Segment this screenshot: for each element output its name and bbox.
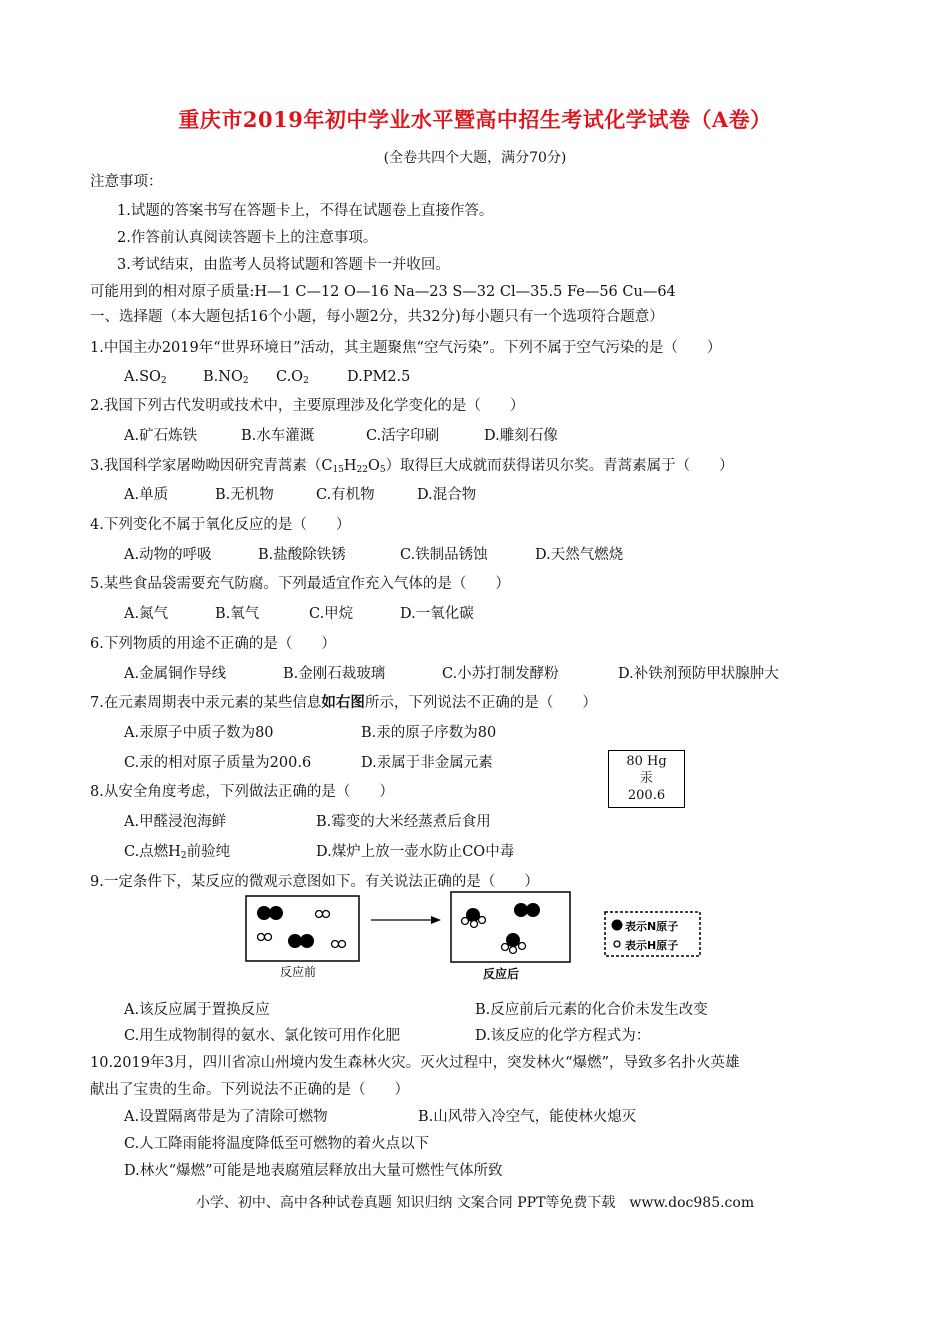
h-atom bbox=[265, 934, 272, 941]
q4-stem: 4.下列变化不属于氧化反应的是（ ） bbox=[90, 517, 351, 533]
q10-option-a: A.设置隔离带是为了清除可燃物 bbox=[124, 1109, 328, 1125]
h-atom bbox=[502, 944, 509, 951]
n-atom bbox=[300, 934, 314, 948]
q4-option-b: B.盐酸除铁锈 bbox=[258, 547, 346, 563]
q3-option-c: C.有机物 bbox=[316, 487, 375, 503]
q1-stem: 1.中国主办2019年“世界环境日”活动，其主题聚焦“空气污染”。下列不属于空气污染的是（ ） bbox=[90, 340, 722, 356]
q10-option-d: D.林火“爆燃”可能是地表腐殖层释放出大量可燃性气体所致 bbox=[124, 1163, 503, 1179]
h-atom bbox=[510, 947, 517, 954]
legend-n-label: 表示N原子 bbox=[625, 920, 679, 933]
h-atom bbox=[471, 921, 478, 928]
q1-option-b: $B.NO_2$ bbox=[203, 369, 249, 386]
q9-stem: 9.一定条件下，某反应的微观示意图如下。有关说法正确的是（ ） bbox=[90, 874, 539, 890]
q7-option-b: B.汞的原子序数为80 bbox=[361, 725, 497, 741]
q7-stem: 7.在元素周期表中汞元素的某些信息如右图所示，下列说法不正确的是（ ） bbox=[90, 694, 597, 711]
mercury-element-box bbox=[608, 750, 685, 808]
note-1: 1.试题的答案书写在答题卡上，不得在试题卷上直接作答。 bbox=[117, 203, 494, 219]
h-atom bbox=[519, 943, 526, 950]
section-1-header: 一、选择题（本大题包括16个小题，每小题2分，共32分)每小题只有一个选项符合题意） bbox=[90, 309, 664, 325]
q9-option-d: D.该反应的化学方程式为： bbox=[475, 1028, 651, 1044]
h-atom bbox=[462, 918, 469, 925]
q3-stem: 3.我国科学家屠呦呦因研究青蒿素$(C_{15}H_{22}O_5)$取得巨大成就而获得诺贝尔奖。青蒿素属于（ ） bbox=[90, 458, 734, 475]
q6-stem: 6.下列物质的用途不正确的是（ ） bbox=[90, 636, 336, 652]
q6-option-c: C.小苏打制发酵粉 bbox=[442, 666, 559, 682]
page-footer: 小学、初中、高中各种试卷真题 知识归纳 文案合同 PPT等免费下载 www.doc985.com bbox=[195, 1195, 755, 1211]
q3-option-a: A.单质 bbox=[124, 487, 169, 503]
page-subtitle: (全卷共四个大题，满分70分) bbox=[383, 150, 567, 166]
before-box bbox=[246, 896, 359, 961]
legend-h-label: 表示H原子 bbox=[625, 939, 679, 952]
q2-option-a: A.矿石炼铁 bbox=[124, 428, 198, 444]
reaction-diagram bbox=[245, 890, 705, 985]
atomic-masses: 可能用到的相对原子质量:H—1 C—12 O—16 Na—23 S—32 Cl—35.5 Fe—56 Cu—64 bbox=[90, 284, 676, 300]
q2-option-c: C.活字印刷 bbox=[366, 428, 440, 444]
legend-h-atom bbox=[614, 941, 620, 947]
q5-stem: 5.某些食品袋需要充气防腐。下列最适宜作充入气体的是（ ） bbox=[90, 576, 510, 592]
q6-option-d: D.补铁剂预防甲状腺肿大 bbox=[618, 666, 779, 682]
q9-option-b: B.反应前后元素的化合价未发生改变 bbox=[475, 1002, 708, 1018]
q7-option-d: D.汞属于非金属元素 bbox=[361, 755, 493, 771]
q9-option-a: A.该反应属于置换反应 bbox=[124, 1002, 270, 1018]
q10-stem-line-2: 献出了宝贵的生命。下列说法不正确的是（ ） bbox=[90, 1082, 409, 1098]
legend-n-atom bbox=[612, 920, 623, 931]
n-atom bbox=[257, 906, 271, 920]
n-atom bbox=[526, 903, 540, 917]
q6-option-b: B.金刚石裁玻璃 bbox=[283, 666, 386, 682]
q9-option-c: C.用生成物制得的氨水、氯化铵可用作化肥 bbox=[124, 1028, 401, 1044]
before-label: 反应前 bbox=[280, 965, 317, 979]
h-atom bbox=[316, 911, 323, 918]
h-atom bbox=[339, 941, 346, 948]
q3-option-d: D.混合物 bbox=[417, 487, 477, 503]
q8-option-d: D.煤炉上放一壶水防止CO中毒 bbox=[316, 844, 515, 860]
element-number-symbol: 80 Hg bbox=[626, 754, 667, 769]
note-2: 2.作答前认真阅读答题卡上的注意事项。 bbox=[117, 230, 378, 246]
q8-option-c: C.点燃$H_2$前验纯 bbox=[124, 844, 231, 861]
h-atom bbox=[479, 917, 486, 924]
q4-option-d: D.天然气燃烧 bbox=[535, 547, 624, 563]
n-atom bbox=[269, 906, 283, 920]
element-mass: 200.6 bbox=[627, 788, 666, 803]
q2-option-b: B.水车灌溉 bbox=[241, 428, 315, 444]
q4-option-a: A.动物的呼吸 bbox=[124, 547, 212, 563]
q10-stem-line-1: 10.2019年3月，四川省凉山州境内发生森林火灾。灭火过程中，突发林火“爆燃”，导致多名扑火英雄 bbox=[90, 1055, 740, 1071]
q1-option-c: $C.O_2$ bbox=[276, 369, 309, 386]
q3-option-b: B.无机物 bbox=[215, 487, 274, 503]
q1-option-a: $A.SO_2$ bbox=[124, 369, 167, 386]
q8-option-a: A.甲醛浸泡海鲜 bbox=[124, 814, 227, 830]
q8-option-b: B.霉变的大米经蒸煮后食用 bbox=[316, 814, 491, 830]
q5-option-a: A.氮气 bbox=[124, 606, 169, 622]
q7-option-c: C.汞的相对原子质量为200.6 bbox=[124, 755, 312, 771]
notes-header: 注意事项： bbox=[90, 174, 163, 190]
q10-option-b: B.山风带入冷空气，能使林火熄灭 bbox=[418, 1109, 637, 1125]
n-atom bbox=[288, 934, 302, 948]
q8-stem: 8.从安全角度考虑，下列做法正确的是（ ） bbox=[90, 784, 394, 800]
q1-option-d: D.PM2.5 bbox=[347, 369, 411, 385]
q7-option-a: A.汞原子中质子数为80 bbox=[124, 725, 274, 741]
element-name: 汞 bbox=[639, 771, 653, 786]
q4-option-c: C.铁制品锈蚀 bbox=[400, 547, 488, 563]
h-atom bbox=[323, 911, 330, 918]
q5-option-c: C.甲烷 bbox=[309, 606, 354, 622]
after-label: 反应后 bbox=[483, 967, 520, 981]
q2-option-d: D.雕刻石像 bbox=[484, 428, 558, 444]
q5-option-d: D.一氧化碳 bbox=[400, 606, 474, 622]
q10-option-c: C.人工降雨能将温度降低至可燃物的着火点以下 bbox=[124, 1136, 430, 1152]
n-atom bbox=[514, 903, 528, 917]
q5-option-b: B.氧气 bbox=[215, 606, 260, 622]
arrow-head bbox=[431, 916, 441, 924]
q2-stem: 2.我国下列古代发明或技术中，主要原理涉及化学变化的是（ ） bbox=[90, 398, 525, 414]
page-title: 重庆市2019年初中学业水平暨高中招生考试化学试卷（A卷） bbox=[178, 107, 772, 132]
note-3: 3.考试结束，由监考人员将试题和答题卡一并收回。 bbox=[117, 257, 450, 273]
h-atom bbox=[332, 941, 339, 948]
h-atom bbox=[258, 934, 265, 941]
q6-option-a: A.金属铜作导线 bbox=[124, 666, 227, 682]
